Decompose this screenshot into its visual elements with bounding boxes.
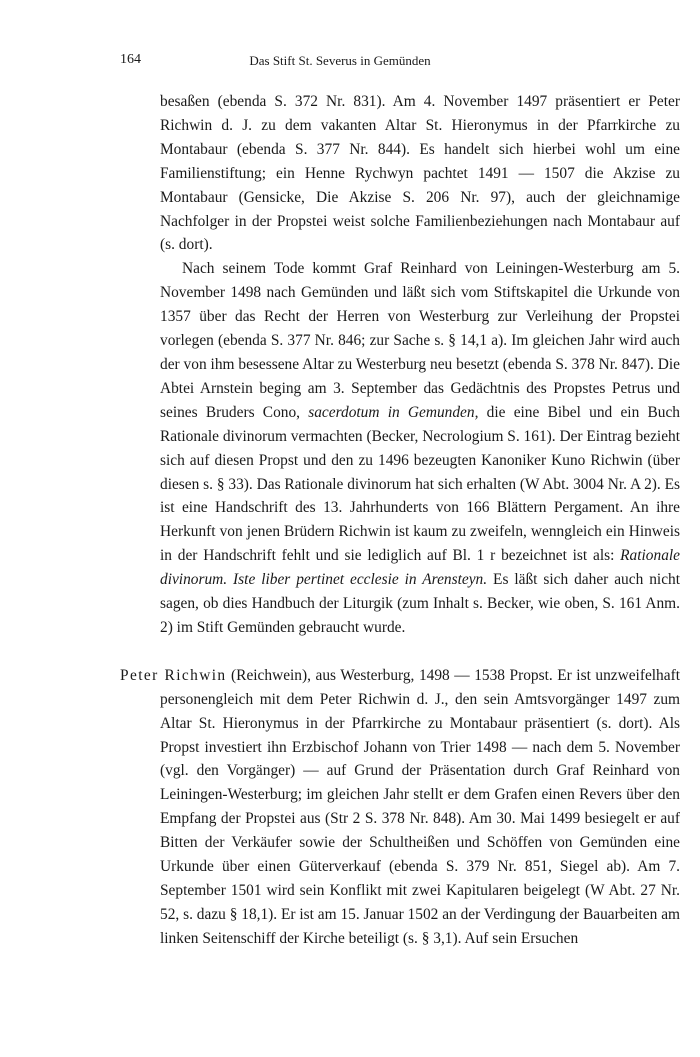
paragraph-text: besaßen (ebenda S. 372 Nr. 831). Am 4. November 1497 präsentiert er Peter Richwin d. J. zu dem vakanten Altar St. Hieronymus in der Pfarrkirche zu Montabaur (ebenda S. 377 Nr. 844). Es handelt sich hierbei wohl um eine Familienstiftung; ein Henne Rychwyn pachtet 1491 — 1507 die Akzise zu Montabaur (Gensicke, Die Akzise S. 206 Nr. 97), auch der gleichnamige Nachfolger in der Propstei weist solche Familienbeziehungen nach Montabaur auf (s. dort). (160, 93, 680, 254)
paragraph-text: Es läßt sich daher auch nicht sagen, ob dies Handbuch der Liturgik (zum Inhalt s. Becker, wie oben, S. 161 Anm. 2) im Stift Gemünden gebraucht wurde. (160, 571, 680, 636)
running-title: Das Stift St. Severus in Gemünden (249, 53, 431, 68)
body-text (120, 90, 680, 951)
paragraph-text: Nach seinem Tode kommt Graf Reinhard von Leiningen-Westerburg am 5. November 1498 nach Gemünden und läßt sich vom Stiftskapitel die Urkunde von 1357 über das Recht der Herren von Westerburg zur Verleihung der Propstei vorlegen (ebenda S. 377 Nr. 846; zur Sache s. § 14,1 a). Im gleichen Jahr wird auch der von ihm besessene Altar zu Westerburg neu besetzt (ebenda S. 378 Nr. 847). Die Abtei Arnstein beging am 3. September das Gedächtnis des Propstes Petrus und seines Bruders Cono, (160, 260, 680, 421)
latin-quote: sacerdotum in Gemunden, (308, 403, 479, 421)
entry-text: (Reichwein), aus Westerburg, 1498 — 1538 Propst. Er ist unzweifelhaft personengleich mit dem Peter Richwin d. J., den sein Amtsvorgänger 1497 zum Altar St. Hieronymus in der Pfarrkirche zu Montabaur präsentiert (s. dort). Als Propst investiert ihn Erzbischof Johann von Trier 1498 — nach dem 5. November (vgl. den Vorgänger) — auf Grund der Präsentation durch Graf Reinhard von Leiningen-Westerburg; im gleichen Jahr stellt er dem Grafen einen Revers über den Empfang der Propstei aus (Str 2 S. 378 Nr. 848). Am 30. Mai 1499 besiegelt er auf Bitten der Verkäufer sowie der Schultheißen und Schöffen von Gemünden eine Urkunde über einen Güterverkauf (ebenda S. 379 Nr. 851, Siegel ab). Am 7. September 1501 wird sein Konflikt mit zwei Kapitularen beigelegt (W Abt. 27 Nr. 52, s. dazu § 18,1). Er ist am 15. Januar 1502 an der Verdingung der Bauarbeiten am linken Seitenschiff der Kirche beteiligt (s. § 3,1). Auf sein Ersuchen (160, 666, 680, 947)
running-header (120, 52, 560, 72)
paragraph (160, 90, 680, 257)
paragraph-text: die eine Bibel und ein Buch Rationale divinorum vermachten (Becker, Necrologium S. 161). Der Eintrag bezieht sich auf diesen Propst und den zu 1496 bezeugten Kanoniker Kuno Richwin (über diesen s. § 33). Das Rationale divinorum hat sich erhalten (W Abt. 3004 Nr. A 2). Es ist eine Handschrift des 13. Jahrhunderts von 166 Blättern Pergament. An ihre Herkunft von jenen Brüdern Richwin ist kaum zu zweifeln, wenngleich ein Hinweis in der Handschrift fehlt und sie lediglich auf Bl. 1 r bezeichnet ist als: (160, 403, 680, 565)
entry-name: Peter Richwin (120, 666, 227, 684)
biography-entry (120, 664, 680, 951)
page-number: 164 (120, 52, 141, 67)
latin-quote: Rationale divinorum. Iste liber pertinet ecclesie in Arensteyn. (160, 547, 680, 589)
paragraph (160, 257, 680, 640)
